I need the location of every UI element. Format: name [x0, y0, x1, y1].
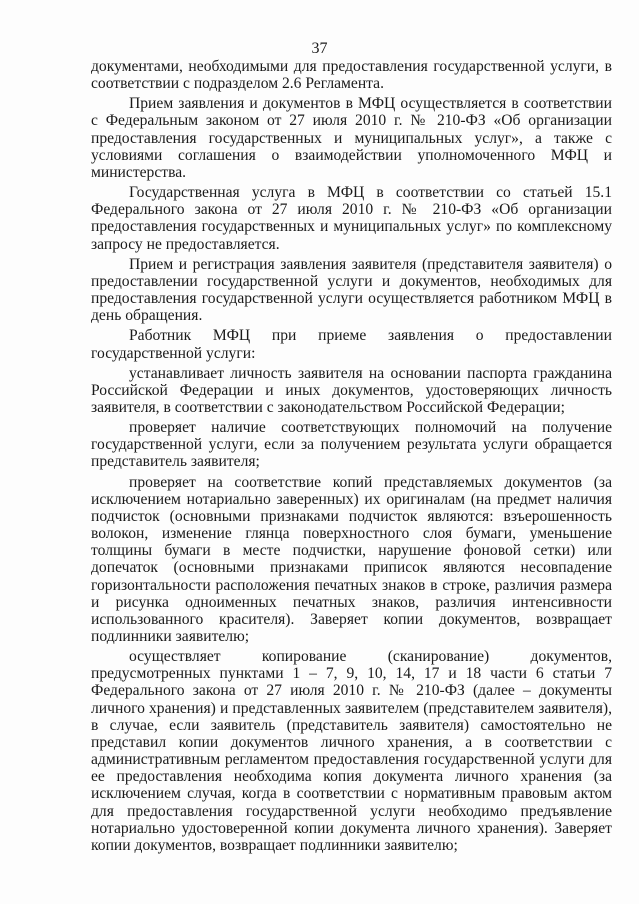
paragraph-copy-verification: проверяет на соответствие копий представляемых документов (за исключением нотариально заверенных) их оригиналам (на предмет наличия подчисток (основными признаками подчисток являются: взъерошенность волокон, изменение глянца поверхностного слоя бумаги, уменьшение толщины бумаги в месте подчистки, нарушение фоновой сетки) или допечаток (основными признаками приписок являются несовпадение горизонтальности расположения печатных знаков в строке, различия размера и рисунка одноименных печатных знаков, различия интенсивности использованного красителя). Заверяет копии документов, возвращает подлинники заявителю; [91, 473, 612, 645]
paragraph-continuation: документами, необходимыми для предоставления государственной услуги, в соответствии с подразделом 2.6 Регламента. [91, 58, 612, 93]
paragraph-registration: Прием и регистрация заявления заявителя (представителя заявителя) о предоставлении государственной услуги и документов, необходимых для предоставления государственной услуги осуществляется работником МФЦ в день обращения. [91, 255, 612, 325]
paragraph-authority-check: проверяет наличие соответствующих полномочий на получение государственной услуги, если за получением результата услуги обращается представитель заявителя; [91, 419, 612, 471]
paragraph-copying-scanning: осуществляет копирование (сканирование) документов, предусмотренных пунктами 1 – 7, 9, 10, 14, 17 и 18 части 6 статьи 7 Федерального закона от 27 июля 2010 г. № 210-ФЗ (далее – документы личного хранения) и представленных заявителем (представителем заявителя), в случае, если заявитель (представитель заявителя) самостоятельно не представил копии документов личного хранения, а в соответствии с административным регламентом предоставления государственной услуги для ее предоставления необходима копия документа личного хранения (за исключением случая, когда в соответствии с нормативным правовым актом для предоставления государственной услуги необходимо предъявление нотариально удостоверенной копии документа личного хранения). Заверяет копии документов, возвращает подлинники заявителю; [91, 648, 612, 854]
paragraph-identity-check: устанавливает личность заявителя на основании паспорта гражданина Российской Федерации и иных документов, удостоверяющих личность заявителя, в соответствии с законодательством Российской Федерации; [91, 364, 612, 416]
paragraph-mfc-acceptance: Прием заявления и документов в МФЦ осуществляется в соответствии с Федеральным законом от 27 июля 2010 г. № 210-ФЗ «Об организации предоставления государственных и муниципальных услуг», а также с условиями соглашения о взаимодействии уполномоченного МФЦ и министерства. [91, 95, 612, 181]
paragraph-worker-intro: Работник МФЦ при приеме заявления о предоставлении государственной услуги: [91, 327, 612, 362]
document-body [91, 58, 612, 857]
paragraph-complex-request: Государственная услуга в МФЦ в соответствии со статьей 15.1 Федерального закона от 27 июля 2010 г. № 210-ФЗ «Об организации предоставления государственных и муниципальных услуг» по комплексному запросу не предоставляется. [91, 184, 612, 253]
page-number: 37 [311, 40, 328, 57]
